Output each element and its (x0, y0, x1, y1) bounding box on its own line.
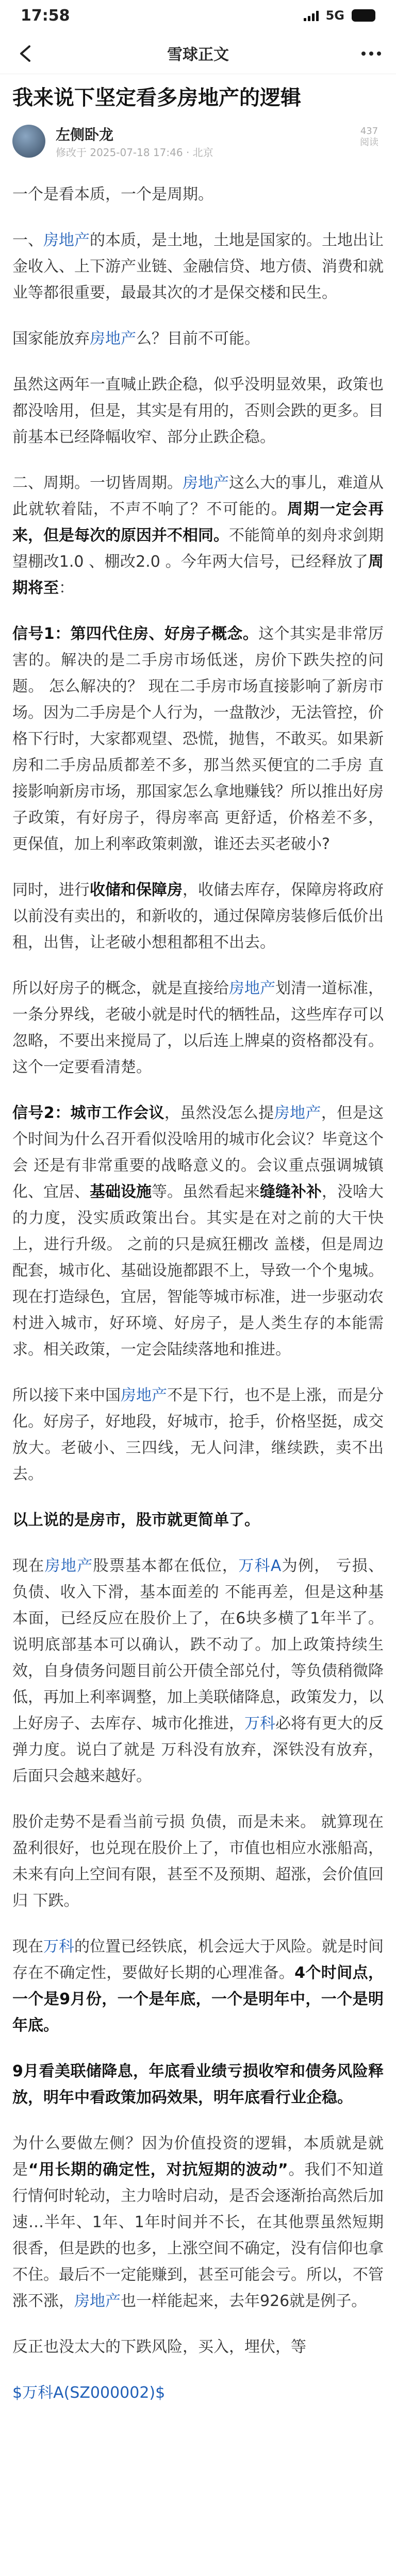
bold-text: 4个时间点，一个是9月份，一个是年底，一个是明年中，一个是明年底。 (12, 1964, 384, 2035)
more-button[interactable] (357, 39, 386, 68)
text-span: 不能简单的刻舟求剑期望棚改1.0 、棚改2.0 。今年两大信号，已经释放了 (12, 527, 384, 571)
more-dots-icon (361, 51, 382, 56)
bold-text: 信号1：第四代住房、好房子概念。 (12, 625, 259, 643)
paragraph (12, 470, 384, 601)
text-span: 的位置已经铁底，机会远大于风险。就是时间存在不确定性，要做好长期的心理准备。 (12, 1938, 384, 1982)
text-span: 必将有更大的反弹力度。说白了就是 万科没有放弃，深铁没有放弃，后面只会越来越好。 (12, 1715, 384, 1785)
paragraph (12, 326, 384, 352)
bold-text: 缝缝补补 (260, 1183, 322, 1201)
article-meta: 修改于 2025-07-18 17:46 · 北京 (56, 146, 213, 159)
view-count: 437 阅读 (360, 126, 378, 148)
text-span: 虽然这两年一直喊止跌企稳，似乎没明显效果，政策也都没啥用，但是，其实是有用的，否则会跌的更多。目前基本已经降幅收窄、部分止跌企稳。 (12, 376, 384, 446)
author-avatar[interactable] (12, 125, 45, 158)
keyword-link[interactable]: 房地产 (274, 1104, 321, 1122)
paragraph (12, 2334, 384, 2360)
bold-text: 基础设施 (90, 1183, 152, 1201)
text-span: ，但是这个时间为什么召开看似没啥用的城市化会议？毕竟这个会 还是有非常重要的战略意义的。会议重点强调城镇化、宜居、 (12, 1104, 384, 1201)
network-type: 5G (325, 8, 344, 23)
text-span: 么？目前不可能。 (136, 330, 260, 348)
text-span: $万科A(SZ000002)$ (12, 2384, 166, 2402)
text-span: 股价走势不是看当前亏损 负债，而是未来。 就算现在盈利很好，也兑现在股价上了，市值也相应水涨船高，未来有向上空间有限，甚至不及预期、超涨，会价值回归 下跌。 (12, 1813, 384, 1910)
text-span: 国家能放弃 (12, 330, 90, 348)
nav-title: 雪球正文 (167, 45, 229, 64)
text-span: 划清一道标准，一条分界线，老破小就是时代的牺牲品，这些库存可以忽略，不要出来搅局了，以后连上牌桌的资格都没有。这个一定要看清楚。 (12, 979, 384, 1076)
article-body (12, 181, 384, 2426)
paragraph (12, 621, 384, 857)
text-span: 所以好房子的概念，就是直接给 (12, 979, 229, 997)
text-span: 不是下行，也不是上涨，而是分化。好房子，好地段，好城市，抢手，价格坚挺，成交放大。老破小、三四线，无人问津，继续跌，卖不出去。 (12, 1386, 384, 1483)
text-span: 一个是看本质，一个是周期。 (12, 185, 213, 204)
paragraph (12, 371, 384, 450)
bold-text: “用长期的确定性，对抗短期的波动” (28, 2161, 288, 2179)
paragraph (12, 1382, 384, 1487)
text-span: 二、周期。一切皆周期。 (12, 474, 183, 492)
back-button[interactable] (10, 39, 39, 68)
keyword-link[interactable]: 房地产 (74, 2292, 121, 2310)
paragraph (12, 227, 384, 306)
text-span: 这个其实是非常厉害的。解决的是二手房市场低迷，房价下跌失控的问题。 怎么解决的？ 现在二手房市场直接影响了新房市场。因为二手房是个人行为，一盘散沙，无法管控，价格下行时，大家都观望、恐慌，抛售，不敢买。如果新房和二手房品质都差不多，那当然买便宜的二手房 直接影响新房市场，那国家怎么拿地赚钱？所以推出好房子政策，有好房子，得房率高 更舒适，价格差不多，更保值，加上利率政策刺激，谁还去买老破小? (12, 625, 384, 853)
text-span: 以上说的是房市，股市就更简单了。 (12, 1511, 260, 1529)
text-span: ，没啥大的力度，没实质政策出台。其实是在对之前的大干快上，进行升级。 之前的只是疯狂棚改 盖楼，但是周边配套，城市化、基础设施都跟不上，导致一个个鬼城。现在打造绿色，宜居，智能等城市标准，进一步驱动农村进入城市，好环境、好房子，是人类生存的本能需求。相关政策，一定会陆续落地和推进。 (12, 1183, 384, 1359)
bold-text: 信号2：城市工作会议 (12, 1104, 164, 1122)
text-span: 。我们不知道行情何时轮动，主力啥时启动，是否会逐渐抬高然后加速…半年、1年、1年时间并不长，在其他票虽然短期很香，但是跌的也多，上涨空间不确定，没有信仰也拿不住。最后不一定能赚到，甚至可能会亏。所以，不管涨不涨， (12, 2161, 384, 2310)
bold-text: 周期一定会再来，但是每次的原因并不相同。 (12, 500, 384, 545)
keyword-link[interactable]: 房地产 (121, 1386, 167, 1404)
paragraph (12, 1809, 384, 1914)
paragraph (12, 181, 384, 208)
text-span: 一、 (12, 231, 43, 249)
paragraph (12, 1934, 384, 2039)
keyword-link[interactable]: 万科A (238, 1557, 282, 1575)
paragraph (12, 1507, 384, 1533)
status-icons (304, 8, 375, 23)
keyword-link[interactable]: 万科 (43, 1938, 74, 1956)
battery-icon (352, 9, 375, 22)
keyword-link[interactable]: 房地产 (229, 979, 275, 997)
article-title: 我来说下坚定看多房地产的逻辑 (12, 86, 301, 110)
author-name[interactable]: 左侧卧龙 (56, 126, 114, 143)
paragraph (12, 975, 384, 1080)
bold-text: 周期将至 (12, 553, 384, 597)
keyword-link[interactable]: 房地产 (183, 474, 229, 492)
text-span: 为例， 亏损、负债、收入下滑，基本面差的 不能再差，但是这种基本面，已经反应在股价上了，在6块多横了1年半了。说明底部基本可以确认，跌不动了。加上政策持续生效，自身债务问题目前公开债全部兑付，等负债稍微降低，再加上利率调整，加上美联储降息，政策发力，以上好房子、去库存、城市化推进， (12, 1557, 384, 1733)
paragraph (12, 2130, 384, 2314)
paragraph (12, 1553, 384, 1789)
text-span: 为什么要做左侧？因为价值投资的逻辑，本质就是就是 (12, 2134, 384, 2179)
text-span: 现在 (12, 1938, 43, 1956)
text-span: 股票基本都在低位， (93, 1557, 239, 1575)
text-span: 反正也没太大的下跌风险，买入，埋伏，等 (12, 2338, 306, 2356)
text-span: 同时，进行 (12, 881, 90, 899)
text-span: 的本质，是土地，土地是国家的。土地出让金收入、上下游产业链、金融信贷、地方债、消费和就业等都很重要，最最其次的才是保交楼和民生。 (12, 231, 384, 302)
keyword-link[interactable]: 房地产 (90, 330, 136, 348)
keyword-link[interactable]: 万科 (244, 1715, 275, 1733)
bold-text: 收储和保障房 (90, 881, 183, 899)
text-span: 也一样能起来，去年926就是例子。 (121, 2292, 367, 2310)
text-span: 这么大的事儿，难道从此就软着陆，不声不响了？不可能的。 (12, 474, 384, 518)
keyword-link[interactable]: 房地产 (43, 231, 90, 249)
text-span: 现在 (12, 1557, 45, 1575)
author-row (12, 123, 384, 164)
back-arrow-icon (18, 44, 31, 63)
text-span: 所以接下来中国 (12, 1386, 121, 1404)
paragraph (12, 2058, 384, 2111)
nav-bar (0, 32, 396, 74)
text-span: ： (59, 579, 74, 597)
text-span: ，虽然没怎么提 (164, 1104, 274, 1122)
text-span: 9月看美联储降息，年底看业绩亏损收窄和债务风险释放，明年中看政策加码效果，明年底看行业企稳。 (12, 2062, 384, 2107)
cellular-signal-icon (304, 10, 319, 21)
paragraph (12, 1100, 384, 1363)
text-span: 等。虽然看起来 (152, 1183, 260, 1201)
status-time: 17:58 (21, 6, 70, 25)
stock-tag[interactable] (12, 2380, 384, 2406)
keyword-link[interactable]: 房地产 (44, 1557, 93, 1575)
text-span: ，收储去库存，保障房将政府以前没有卖出的，和新收的，通过保障房装修后低价出租，出售，让老破小想租都租不出去。 (12, 881, 384, 952)
status-bar (0, 0, 396, 31)
paragraph (12, 877, 384, 956)
